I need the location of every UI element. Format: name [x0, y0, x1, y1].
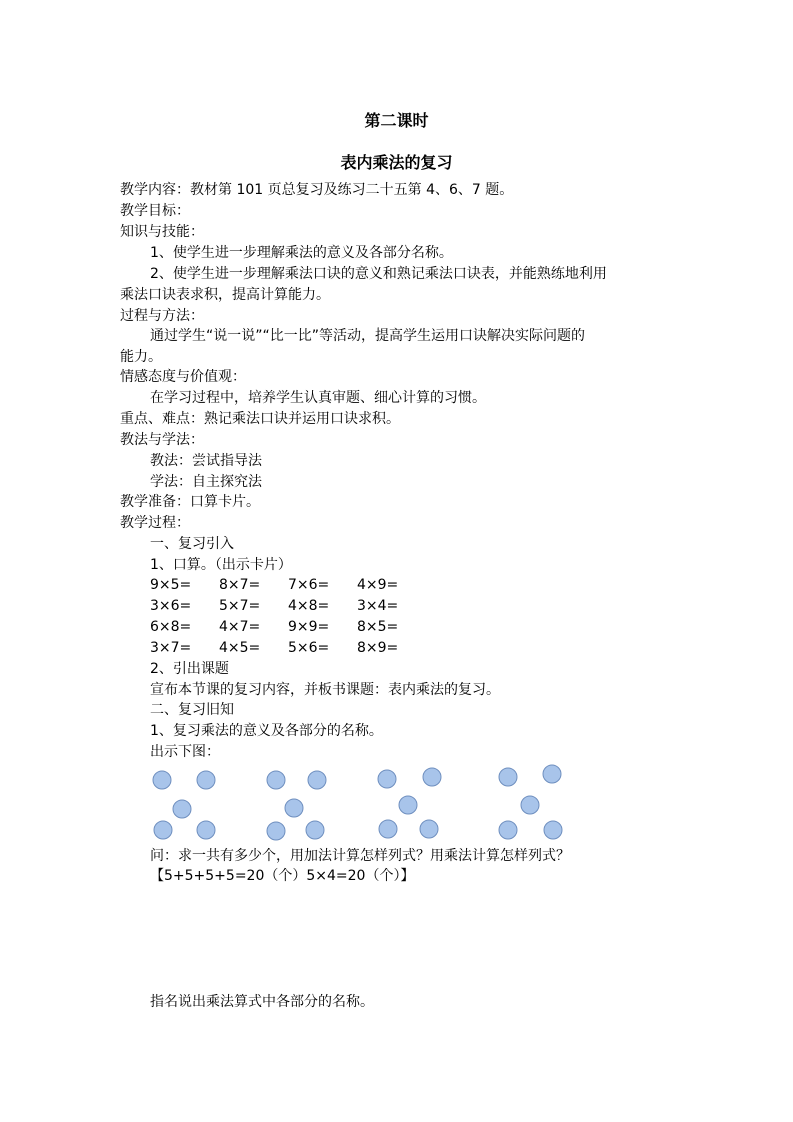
circle — [499, 821, 517, 839]
circle — [379, 820, 397, 838]
circle — [378, 770, 396, 788]
exercise: 7×6= — [288, 577, 330, 593]
text-line: 二、复习旧知 — [150, 702, 234, 718]
circle — [420, 820, 438, 838]
circle — [197, 771, 215, 789]
text-line: 教学内容：教材第 101 页总复习及练习二十五第 4、6、7 题。 — [120, 182, 514, 198]
circle — [499, 768, 517, 786]
circle — [543, 765, 561, 783]
text-line: 学法：自主探究法 — [150, 474, 262, 490]
exercise: 4×8= — [288, 598, 330, 614]
text-line: 2、引出课题 — [150, 661, 229, 677]
text-line: 过程与方法： — [120, 308, 204, 324]
circle — [285, 799, 303, 817]
circle-group — [378, 768, 441, 838]
text-line: 教法与学法： — [120, 432, 204, 448]
text-line: 出示下图： — [150, 744, 220, 760]
text-line: 情感态度与价值观： — [120, 369, 246, 385]
exercise: 8×7= — [219, 577, 261, 593]
exercise: 9×9= — [288, 619, 330, 635]
text-line: 在学习过程中，培养学生认真审题、细心计算的习惯。 — [150, 390, 486, 406]
circle-group — [267, 771, 326, 840]
exercise: 3×6= — [150, 598, 192, 614]
circle — [267, 771, 285, 789]
circle-group — [153, 771, 215, 839]
text-line: 乘法口诀表求积，提高计算能力。 — [120, 287, 330, 303]
circle — [173, 800, 191, 818]
circle — [308, 771, 326, 789]
exercise: 5×6= — [288, 640, 330, 656]
circle — [267, 822, 285, 840]
exercise: 8×5= — [357, 619, 399, 635]
circle — [154, 821, 172, 839]
circle-groups-figure — [150, 764, 570, 844]
text-line: 一、复习引入 — [150, 536, 234, 552]
circle — [399, 796, 417, 814]
text-line: 宣布本节课的复习内容，并板书课题：表内乘法的复习。 — [150, 682, 500, 698]
lesson-title: 表内乘法的复习 — [340, 153, 453, 172]
question-text: 问：求一共有多少个，用加法计算怎样列式？用乘法计算怎样列式？ — [150, 848, 570, 864]
circle — [423, 768, 441, 786]
text-line: 知识与技能： — [120, 224, 204, 240]
exercise: 6×8= — [150, 619, 192, 635]
exercise: 4×5= — [219, 640, 261, 656]
circle — [521, 796, 539, 814]
circle — [197, 821, 215, 839]
exercise: 9×5= — [150, 577, 192, 593]
circle — [306, 821, 324, 839]
exercise: 4×9= — [357, 577, 399, 593]
text-line: 2、使学生进一步理解乘法口诀的意义和熟记乘法口诀表，并能熟练地利用 — [150, 266, 607, 282]
text-line: 1、口算。（出示卡片） — [150, 557, 292, 573]
text-line: 教学目标： — [120, 203, 190, 219]
text-line: 1、复习乘法的意义及各部分的名称。 — [150, 723, 383, 739]
circle — [544, 821, 562, 839]
text-line: 重点、难点：熟记乘法口诀并运用口诀求积。 — [120, 411, 400, 427]
text-line: 能力。 — [120, 349, 162, 365]
exercise: 3×4= — [357, 598, 399, 614]
exercise: 5×7= — [219, 598, 261, 614]
circle — [153, 771, 171, 789]
exercise: 4×7= — [219, 619, 261, 635]
answer-text: 【5+5+5+5=20（个）5×4=20（个）】 — [150, 868, 415, 884]
circle-group — [499, 765, 562, 839]
text-line: 教学准备：口算卡片。 — [120, 494, 260, 510]
text-line: 指名说出乘法算式中各部分的名称。 — [150, 994, 374, 1010]
exercise: 8×9= — [357, 640, 399, 656]
text-line: 1、使学生进一步理解乘法的意义及各部分名称。 — [150, 245, 453, 261]
text-line: 通过学生“说一说”“比一比”等活动，提高学生运用口诀解决实际问题的 — [150, 328, 586, 344]
text-line: 教学过程： — [120, 515, 190, 531]
exercise: 3×7= — [150, 640, 192, 656]
page-title: 第二课时 — [364, 111, 429, 130]
text-line: 教法：尝试指导法 — [150, 453, 262, 469]
